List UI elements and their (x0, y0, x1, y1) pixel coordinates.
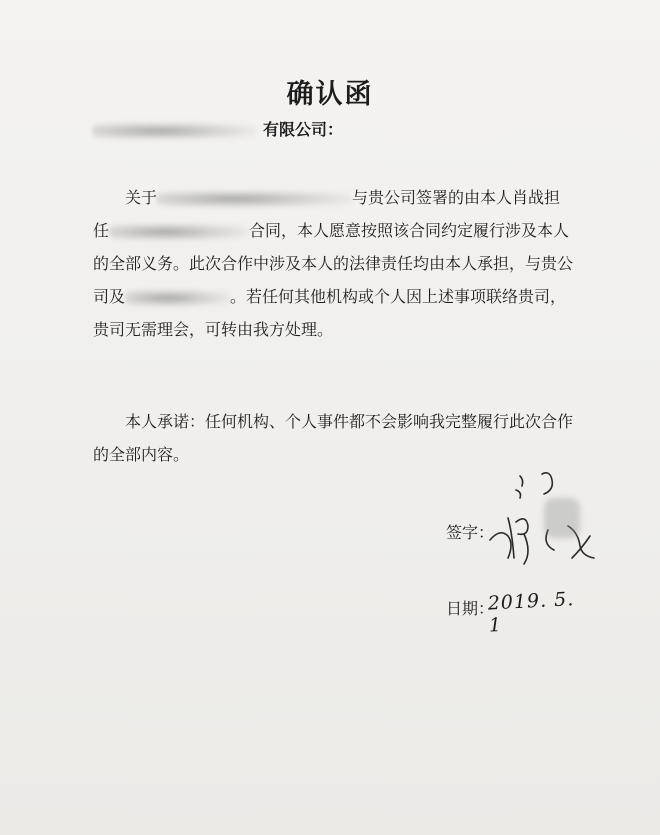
redacted-project-name (157, 190, 352, 208)
p1-l4-b: 。若任何其他机构或个人因上述事项联络贵司， (230, 287, 567, 306)
redacted-party-name (125, 289, 230, 307)
handwritten-signature-icon (482, 468, 602, 568)
paragraph-2-line-2: 的全部内容。 (93, 445, 190, 464)
p1-l1-b: 与贵公司签署的由本人肖战担 (352, 188, 561, 207)
paragraph-2 (93, 405, 593, 471)
redacted-role-name (109, 223, 249, 241)
date-value: 2019. 5. 1 (487, 588, 575, 637)
redacted-company-name (92, 122, 257, 140)
paragraph-1-line-4 (93, 280, 593, 313)
paragraph-1-line-3: 的全部义务。此次合作中涉及本人的法律责任均由本人承担，与贵公 (93, 254, 574, 273)
paragraph-1 (93, 181, 593, 346)
p2-l2-a: 任 (93, 221, 110, 240)
paragraph-1-line-1 (93, 181, 593, 214)
p1-l4-a: 司及 (93, 287, 126, 306)
date-label: 日期： (446, 599, 495, 618)
addressee-line (92, 117, 343, 140)
paragraph-1-line-5: 贵司无需理会，可转由我方处理。 (93, 320, 334, 339)
paragraph-2-line-1: 本人承诺：任何机构、个人事件都不会影响我完整履行此次合作 (125, 412, 574, 431)
addressee-suffix: 有限公司： (263, 120, 344, 139)
document-title: 确认函 (286, 79, 374, 110)
p1-l1-a: 关于 (125, 188, 158, 207)
p1-l2-b: 合同，本人愿意按照该合同约定履行涉及本人 (249, 221, 570, 240)
paragraph-1-line-2 (93, 214, 593, 247)
signature-label: 签字： (446, 523, 495, 542)
